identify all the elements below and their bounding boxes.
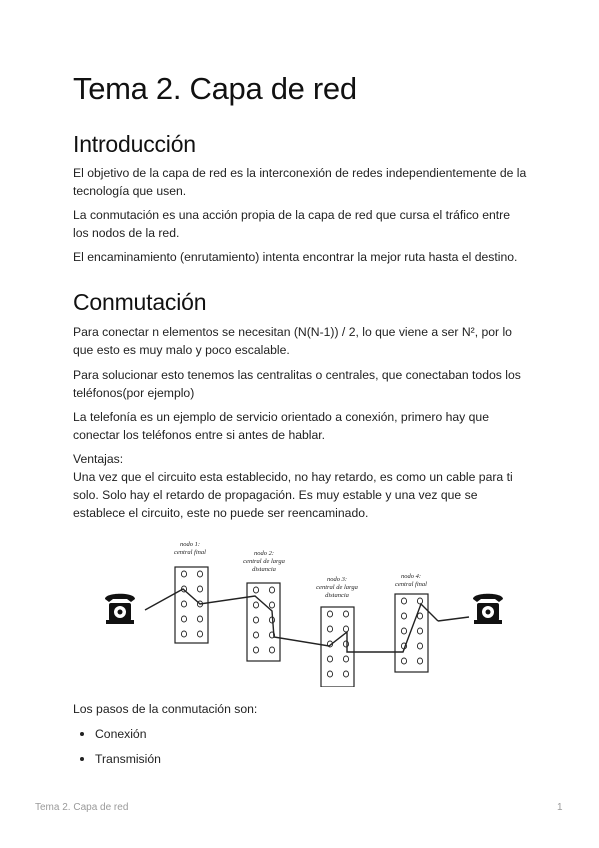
node-1-label: nodo 1: central final <box>174 541 206 556</box>
node-3-hole <box>327 611 332 617</box>
node-2-label: nodo 2: central de larga distancia <box>243 550 285 573</box>
list-item: Transmisión <box>73 750 161 775</box>
node-1-hole <box>197 586 202 592</box>
footer-title: Tema 2. Capa de red <box>35 802 129 813</box>
conmutacion-paragraph-1: Para conectar n elementos se necesitan (N(N-1)) / 2, lo que viene a ser N², por lo que esto es muy malo y poco escalable. <box>73 325 512 357</box>
node-2-hole <box>269 647 274 653</box>
node-3-label: nodo 3: central de larga distancia <box>316 576 358 599</box>
node-2-hole <box>253 647 258 653</box>
node-2-hole <box>269 587 274 593</box>
page-title: Tema 2. Capa de red <box>73 71 357 106</box>
node-3-hole <box>327 656 332 662</box>
node-4-hole <box>417 613 422 619</box>
node-4-hole <box>401 628 406 634</box>
node-1-hole <box>197 631 202 637</box>
telephone-right-icon <box>473 594 503 624</box>
ventajas-label: Ventajas: <box>73 452 124 466</box>
conmutacion-paragraph-3: La telefonía es un ejemplo de servicio orientado a conexión, primero hay que conectar los teléfonos entre si antes de hablar. <box>73 410 489 442</box>
node-3-hole <box>343 671 348 677</box>
intro-paragraph-3: El encaminamiento (enrutamiento) intenta encontrar la mejor ruta hasta el destino. <box>73 250 518 264</box>
section-heading-conmutacion: Conmutación <box>73 289 207 315</box>
node-4-hole <box>417 598 422 604</box>
node-3-hole <box>343 611 348 617</box>
node-3-hole <box>343 656 348 662</box>
node-2-hole <box>253 617 258 623</box>
node-2-hole <box>253 602 258 608</box>
node-1-hole <box>197 616 202 622</box>
node-2-box <box>247 583 280 661</box>
node-1-hole <box>181 616 186 622</box>
ventajas-text: Una vez que el circuito esta establecido, no hay retardo, es como un cable para ti solo. Solo hay el retardo de propagación. Es muy estable y una vez que se establece el circuito, este no puede ser reencaminado. <box>73 470 513 520</box>
footer-page-number: 1 <box>557 802 563 813</box>
node-2-hole <box>269 602 274 608</box>
node-4-hole <box>401 613 406 619</box>
intro-paragraph-2: La conmutación es una acción propia de la capa de red que cursa el tráfico entre los nodos de la red. <box>73 208 510 240</box>
list-item: Conexión <box>73 725 161 750</box>
wire-right <box>438 617 469 621</box>
node-3-hole <box>327 671 332 677</box>
node-2-hole <box>253 587 258 593</box>
node-2-hole <box>253 632 258 638</box>
node-1-hole <box>181 631 186 637</box>
node-3-box <box>321 607 354 687</box>
intro-paragraph-1: El objetivo de la capa de red es la interconexión de redes independientemente de la tecnología que usen. <box>73 166 527 198</box>
conmutacion-paragraph-2: Para solucionar esto tenemos las centralitas o centrales, que conectaban todos los teléfonos(por ejemplo) <box>73 368 521 400</box>
node-4-hole <box>417 643 422 649</box>
node-4-hole <box>417 628 422 634</box>
steps-intro: Los pasos de la conmutación son: <box>73 702 258 716</box>
node-4-hole <box>417 658 422 664</box>
node-1-hole <box>181 601 186 607</box>
telephone-left-icon <box>105 594 135 624</box>
circuit-switching-diagram <box>99 537 522 687</box>
node-3-hole <box>327 626 332 632</box>
node-4-hole <box>401 598 406 604</box>
steps-list <box>73 725 161 775</box>
node-3-hole <box>343 626 348 632</box>
node-1-hole <box>197 571 202 577</box>
node-1-hole <box>181 571 186 577</box>
node-4-hole <box>401 658 406 664</box>
node-4-label: nodo 4: central final <box>395 573 427 588</box>
section-heading-intro: Introducción <box>73 131 196 157</box>
node-1-box <box>175 567 208 643</box>
node-3-hole <box>343 641 348 647</box>
